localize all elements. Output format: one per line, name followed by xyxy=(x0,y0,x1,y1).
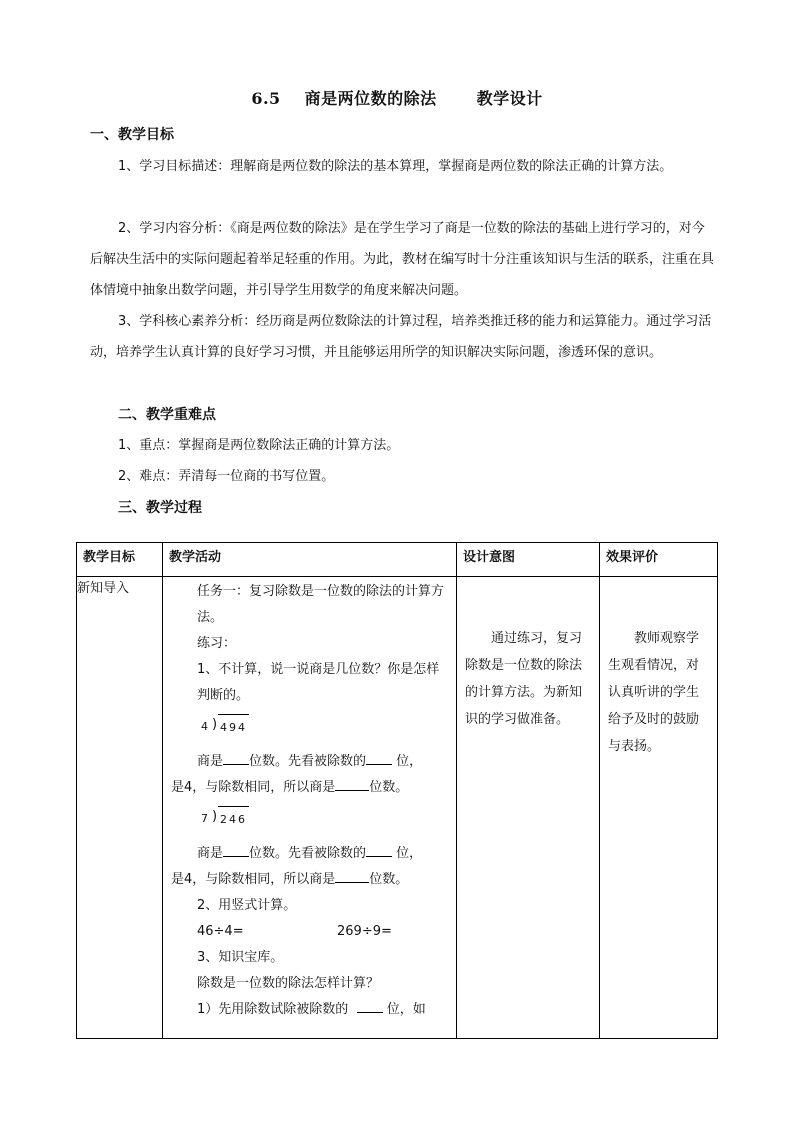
fill-sentence-2b xyxy=(171,867,446,893)
fill-text: 位，如 xyxy=(386,1002,426,1017)
fill-text: 位数。先看被除数的 xyxy=(249,846,367,861)
division-expression-1 xyxy=(171,709,446,745)
activity-cell xyxy=(163,577,457,1039)
keypoint-1 xyxy=(90,430,716,461)
section-heading-goals: 一、教学目标 xyxy=(90,127,174,143)
fill-text: 1）先用除数试除被除数的 xyxy=(197,1002,349,1017)
goal-text-3: 3、学科核心素养分析：经历商是两位数除法的计算过程，培养类推迁移的能力和运算能力。通过学习活动，培养学生认真计算的良好学习习惯，并且能够运用所学的知识解决实际问题，渗透环保的意识。 xyxy=(90,314,712,360)
table-header-row xyxy=(77,543,718,577)
question-1: 1、不计算，说一说商是几位数？你是怎样判断的。 xyxy=(197,662,440,703)
keypoint-text-2: 2、难点：弄清每一位商的书写位置。 xyxy=(118,469,335,484)
fill-text: 位数。先看被除数的 xyxy=(249,754,367,769)
question-2: 2、用竖式计算。 xyxy=(197,898,297,913)
task-label: 任务一：复习除数是一位数的除法的计算方法。 xyxy=(197,584,445,625)
fill-text: 位数。 xyxy=(369,780,409,795)
section-heading-process: 三、教学过程 xyxy=(118,500,202,516)
goal-text-2: 2、学习内容分析：《商是两位数的除法》是在学生学习了商是一位数的除法的基础上进行学习的，对今后解决生活中的实际问题起着举足轻重的作用。为此，教材在编写时十分注重该知识与生活的联系，注重在具体情境中抽象出数学问题，并引导学生用数学的角度来解决问题。 xyxy=(90,221,715,298)
calc-2: 269÷9= xyxy=(337,924,392,939)
header-design: 设计意图 xyxy=(457,543,600,577)
page-title xyxy=(0,86,794,109)
title-main: 商是两位数的除法 xyxy=(304,89,437,108)
title-suffix: 教学设计 xyxy=(476,89,543,108)
division-expression-2 xyxy=(171,801,446,837)
section-heading-keypoints: 二、教学重难点 xyxy=(118,407,216,423)
answer-blank[interactable] xyxy=(366,842,392,857)
question-3b xyxy=(171,997,446,1023)
answer-blank[interactable] xyxy=(366,750,392,765)
goal-paragraph-2 xyxy=(90,213,716,306)
question-3a: 除数是一位数的除法怎样计算？ xyxy=(197,976,380,991)
fill-text: 是4，与除数相同，所以商是 xyxy=(171,872,336,887)
title-number: 6.5 xyxy=(251,89,281,108)
practice-label: 练习： xyxy=(197,636,237,651)
fill-text: 位， xyxy=(396,754,423,769)
header-goal: 教学目标 xyxy=(77,543,163,577)
question-3: 3、知识宝库。 xyxy=(197,950,284,965)
divisor-1: 4 xyxy=(201,720,210,733)
fill-text: 是4，与除数相同，所以商是 xyxy=(171,780,336,795)
fill-text: 位， xyxy=(396,846,423,861)
fill-text: 位数。 xyxy=(369,872,409,887)
fill-text: 商是 xyxy=(197,846,224,861)
fill-sentence-1b xyxy=(171,775,446,801)
header-activity: 教学活动 xyxy=(163,543,457,577)
goal-cell: 新知导入 xyxy=(77,577,163,1039)
calc-row xyxy=(171,919,446,945)
answer-blank[interactable] xyxy=(335,776,369,791)
divisor-2: 7 xyxy=(201,812,210,825)
keypoint-text-1: 1、重点：掌握商是两位数除法正确的计算方法。 xyxy=(118,438,400,453)
fill-sentence-2a xyxy=(171,841,446,867)
dividend-1: ) 494 xyxy=(218,714,249,741)
answer-blank[interactable] xyxy=(335,868,369,883)
goal-text-1: 1、学习目标描述：理解商是两位数的除法的基本算理，掌握商是两位数的除法正确的计算方法。 xyxy=(118,159,673,174)
answer-blank[interactable] xyxy=(223,750,249,765)
eval-text: 教师观察学生观看情况，对认真听讲的学生给予及时的鼓励与表扬。 xyxy=(608,631,700,754)
keypoint-2 xyxy=(90,461,716,492)
dividend-2: ) 246 xyxy=(218,806,249,833)
fill-sentence-1a xyxy=(171,749,446,775)
goal-paragraph-3 xyxy=(90,306,716,368)
task-text xyxy=(171,577,446,631)
lesson-table xyxy=(76,542,718,1039)
answer-blank[interactable] xyxy=(357,998,383,1013)
table-row xyxy=(77,577,718,1039)
eval-cell xyxy=(600,577,718,1039)
header-eval: 效果评价 xyxy=(600,543,718,577)
answer-blank[interactable] xyxy=(223,842,249,857)
design-text: 通过练习，复习除数是一位数的除法的计算方法。为新知识的学习做准备。 xyxy=(465,631,583,727)
design-cell xyxy=(457,577,600,1039)
fill-text: 商是 xyxy=(197,754,224,769)
calc-1: 46÷4= xyxy=(197,924,244,939)
goal-paragraph-1 xyxy=(90,151,716,182)
